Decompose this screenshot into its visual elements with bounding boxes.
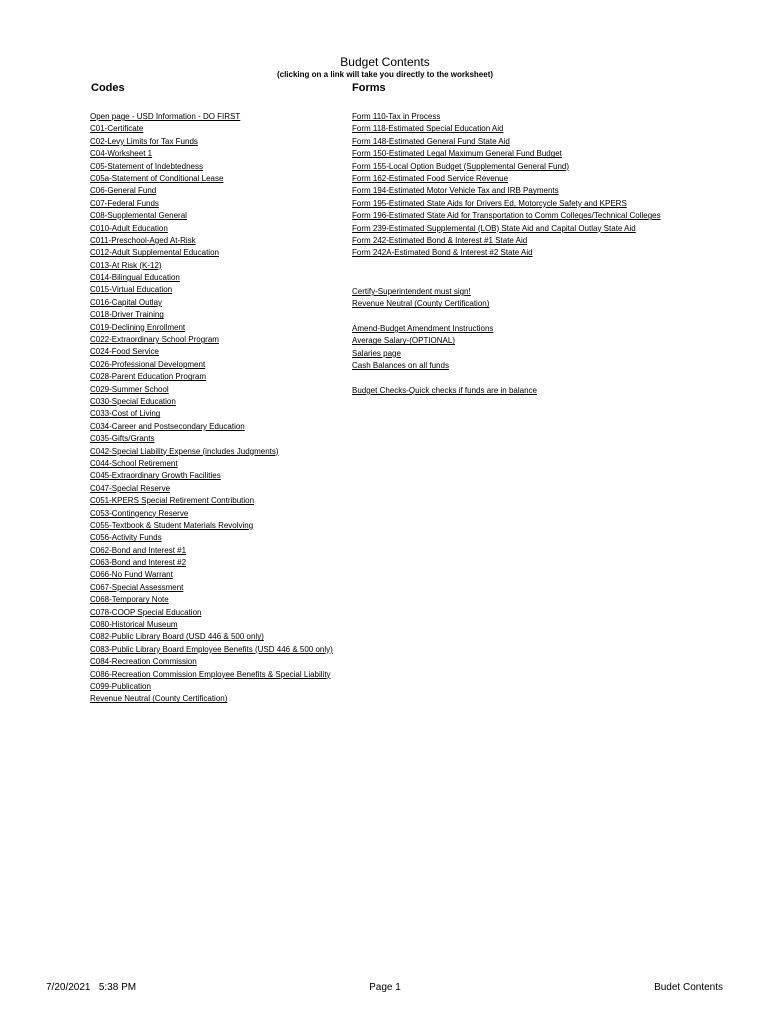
list-item <box>352 198 661 210</box>
worksheet-link[interactable]: C067-Special Assessment <box>90 582 184 592</box>
list-item <box>90 247 333 259</box>
worksheet-link[interactable]: C035-Gifts/Grants <box>90 434 155 444</box>
list-item <box>352 385 537 397</box>
list-item <box>90 309 333 321</box>
list-item <box>90 557 333 569</box>
list-item <box>90 322 333 334</box>
list-item <box>90 235 333 247</box>
worksheet-link[interactable]: C062-Bond and Interest #1 <box>90 545 187 555</box>
list-item <box>90 297 333 309</box>
worksheet-link[interactable]: C082-Public Library Board (USD 446 & 500 only) <box>90 632 264 642</box>
list-item <box>90 111 333 123</box>
worksheet-link[interactable]: C099-Publication <box>90 681 151 691</box>
list-item <box>352 111 661 123</box>
worksheet-link[interactable]: C042-Special Liability Expense (includes Judgments) <box>90 446 279 456</box>
list-item <box>90 284 333 296</box>
worksheet-link[interactable]: Form 155-Local Option Budget (Supplemental General Fund) <box>352 161 570 171</box>
worksheet-link[interactable]: C051-KPERS Special Retirement Contribution <box>90 496 255 506</box>
worksheet-link[interactable]: C028-Parent Education Program <box>90 372 207 382</box>
list-item <box>352 136 661 148</box>
list-item <box>90 446 333 458</box>
list-item <box>90 148 333 160</box>
worksheet-link[interactable]: C044-School Retirement <box>90 458 178 468</box>
list-item <box>90 123 333 135</box>
list-item <box>90 607 333 619</box>
worksheet-link[interactable]: Revenue Neutral (County Certification) <box>90 694 228 704</box>
list-item <box>90 569 333 581</box>
sheet-name: Budet Contents <box>654 982 723 993</box>
worksheet-link[interactable]: C055-Textbook & Student Materials Revolving <box>90 520 254 530</box>
list-item <box>90 594 333 606</box>
worksheet-link[interactable]: C05-Statement of Indebtedness <box>90 161 203 171</box>
worksheet-link[interactable]: C014-Bilingual Education <box>90 273 180 283</box>
list-item <box>90 260 333 272</box>
list-item <box>90 334 333 346</box>
list-item <box>90 644 333 656</box>
worksheet-link[interactable]: C022-Extraordinary School Program <box>90 335 219 345</box>
list-item <box>90 396 333 408</box>
worksheet-link[interactable]: Form 194-Estimated Motor Vehicle Tax and IRB Payments <box>352 186 559 196</box>
list-item <box>90 631 333 643</box>
worksheet-link[interactable]: Form 150-Estimated Legal Maximum General Fund Budget <box>352 149 562 159</box>
worksheet-link[interactable]: C034-Career and Postsecondary Education <box>90 421 245 431</box>
list-item <box>90 433 333 445</box>
worksheet-link[interactable]: Certify-Superintendent must sign! <box>352 287 471 296</box>
worksheet-link[interactable]: C030-Special Education <box>90 396 176 406</box>
worksheet-link[interactable]: C053-Contingency Reserve <box>90 508 189 518</box>
list-item <box>90 185 333 197</box>
list-item <box>90 408 333 420</box>
list-item <box>90 210 333 222</box>
worksheet-link[interactable]: C010-Adult Education <box>90 223 168 233</box>
list-item <box>90 582 333 594</box>
worksheet-link[interactable]: Salaries page <box>352 348 401 358</box>
list-item <box>352 335 493 347</box>
worksheet-link[interactable]: C026-Professional Development <box>90 359 206 369</box>
worksheet-link[interactable]: Amend-Budget Amendment Instructions <box>352 324 494 333</box>
list-item <box>90 483 333 495</box>
worksheet-link[interactable]: C056-Activity Funds <box>90 533 162 543</box>
worksheet-link[interactable]: Form 239-Estimated Supplemental (LOB) State Aid and Capital Outlay State Aid <box>352 223 636 233</box>
worksheet-link[interactable]: C063-Bond and Interest #2 <box>90 558 187 568</box>
list-item <box>90 508 333 520</box>
worksheet-link[interactable]: Budget Checks-Quick checks if funds are in balance <box>352 386 537 395</box>
list-item <box>90 223 333 235</box>
list-item <box>352 235 661 247</box>
list-item <box>90 384 333 396</box>
forms-heading: Forms <box>352 82 386 94</box>
worksheet-link[interactable]: C016-Capital Outlay <box>90 297 163 307</box>
list-item <box>90 359 333 371</box>
worksheet-link[interactable]: C04-Worksheet 1 <box>90 149 153 159</box>
certification-link-list <box>352 286 489 311</box>
worksheet-link[interactable]: Form 242A-Estimated Bond & Interest #2 State Aid <box>352 248 533 258</box>
worksheet-link[interactable]: C083-Public Library Board Employee Benefits (USD 446 & 500 only) <box>90 644 333 654</box>
page-number: Page 1 <box>369 982 401 993</box>
list-item <box>90 173 333 185</box>
worksheet-link[interactable]: C08-Supplemental General <box>90 211 187 221</box>
worksheet-link[interactable]: C01-Certificate <box>90 124 144 134</box>
list-item <box>352 210 661 222</box>
worksheet-link[interactable]: C078-COOP Special Education <box>90 607 202 617</box>
list-item <box>90 136 333 148</box>
worksheet-link[interactable]: C018-Driver Training <box>90 310 164 320</box>
list-item <box>352 148 661 160</box>
list-item <box>90 458 333 470</box>
worksheet-link[interactable]: C05a-Statement of Conditional Lease <box>90 173 224 183</box>
codes-link-list <box>90 111 333 706</box>
list-item <box>352 223 661 235</box>
list-item <box>90 656 333 668</box>
worksheet-link[interactable]: C02-Levy Limits for Tax Funds <box>90 136 198 146</box>
list-item <box>90 161 333 173</box>
page-title: Budget Contents <box>340 55 430 69</box>
list-item <box>90 371 333 383</box>
worksheet-link[interactable]: C066-No Fund Warrant <box>90 570 173 580</box>
worksheet-link[interactable]: C047-Special Reserve <box>90 483 171 493</box>
list-item <box>90 693 333 705</box>
worksheet-link[interactable]: C084-Recreation Commission <box>90 657 197 667</box>
worksheet-link[interactable]: C045-Extraordinary Growth Facilities <box>90 471 221 481</box>
list-item <box>90 669 333 681</box>
worksheet-link[interactable]: C011-Preschool-Aged At-Risk <box>90 235 196 245</box>
list-item <box>352 360 493 372</box>
worksheet-link[interactable]: Form 242-Estimated Bond & Interest #1 State Aid <box>352 235 528 245</box>
list-item <box>90 495 333 507</box>
worksheet-link[interactable]: C07-Federal Funds <box>90 198 159 208</box>
worksheet-link[interactable]: C012-Adult Supplemental Education <box>90 248 219 258</box>
page-subtitle: (clicking on a link will take you directly to the worksheet) <box>276 70 494 79</box>
worksheet-link[interactable]: C019-Declining Enrollment <box>90 322 186 332</box>
list-item <box>352 323 493 335</box>
worksheet-link[interactable]: C068-Temporary Note <box>90 595 169 605</box>
worksheet-link[interactable]: C013-At Risk (K-12) <box>90 260 162 270</box>
worksheet-link[interactable]: Cash Balances on all funds <box>352 361 449 371</box>
list-item <box>90 198 333 210</box>
print-timestamp: 7/20/2021 5:38 PM <box>46 982 137 993</box>
list-item <box>352 348 493 360</box>
list-item <box>90 470 333 482</box>
list-item <box>352 173 661 185</box>
worksheet-link[interactable]: Revenue Neutral (County Certification) <box>352 299 490 309</box>
worksheet-link[interactable]: Form 196-Estimated State Aid for Transportation to Comm Colleges/Technical Colleges <box>352 211 661 221</box>
worksheet-link[interactable]: C029-Summer School <box>90 384 169 394</box>
worksheet-link[interactable]: Average Salary-(OPTIONAL) <box>352 336 455 346</box>
list-item <box>90 346 333 358</box>
worksheet-link[interactable]: Form 195-Estimated State Aids for Drivers Ed, Motorcycle Safety and KPERS <box>352 198 627 208</box>
worksheet-link[interactable]: Form 110-Tax in Process <box>352 112 441 121</box>
worksheet-link[interactable]: C080-Historical Museum <box>90 620 178 630</box>
list-item <box>90 520 333 532</box>
worksheet-link[interactable]: Form 162-Estimated Food Service Revenue <box>352 173 509 183</box>
worksheet-link[interactable]: Open page - USD Information - DO FIRST <box>90 112 241 121</box>
list-item <box>90 681 333 693</box>
list-item <box>90 545 333 557</box>
forms-link-list <box>352 111 661 260</box>
amendment-link-list <box>352 323 493 373</box>
worksheet-link[interactable]: C033-Cost of Living <box>90 409 161 419</box>
list-item <box>352 123 661 135</box>
worksheet-link[interactable]: C086-Recreation Commission Employee Benefits & Special Liability <box>90 669 331 679</box>
list-item <box>90 619 333 631</box>
list-item <box>90 532 333 544</box>
worksheet-link[interactable]: Form 118-Estimated Special Education Aid <box>352 124 504 134</box>
list-item <box>352 161 661 173</box>
list-item <box>352 286 489 298</box>
worksheet-link[interactable]: Form 148-Estimated General Fund State Aid <box>352 136 510 146</box>
list-item <box>90 272 333 284</box>
worksheet-link[interactable]: C06-General Fund <box>90 186 157 196</box>
codes-heading: Codes <box>91 82 125 94</box>
list-item <box>352 247 661 259</box>
worksheet-link[interactable]: C015-Virtual Education <box>90 285 173 295</box>
budget-checks-link-list <box>352 385 537 397</box>
list-item <box>352 298 489 310</box>
list-item <box>90 421 333 433</box>
list-item <box>352 185 661 197</box>
worksheet-link[interactable]: C024-Food Service <box>90 347 159 357</box>
